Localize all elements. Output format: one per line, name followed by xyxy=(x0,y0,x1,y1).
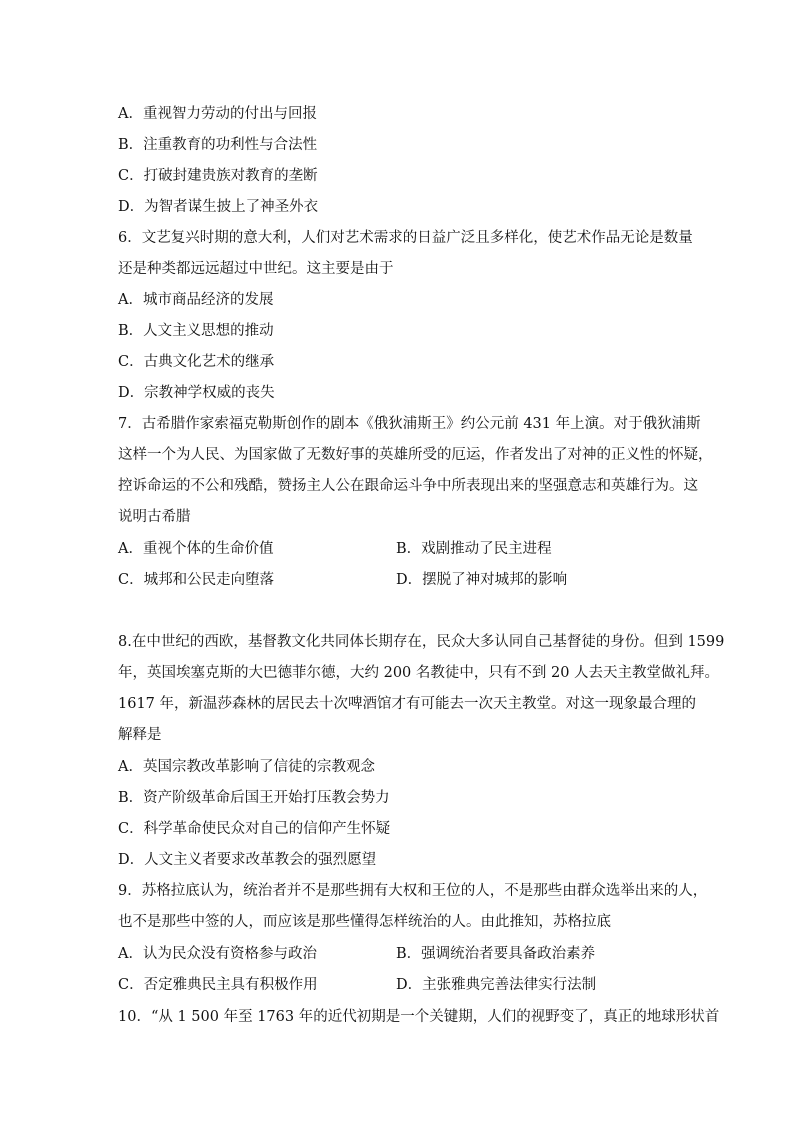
q7-option-b: B．戏剧推动了民主进程 xyxy=(396,541,552,557)
q7-option-c: C．城邦和公民走向堕落 xyxy=(118,572,275,588)
q8-option-d: D．人文主义者要求改革教会的强烈愿望 xyxy=(118,852,377,868)
q5-option-b: B．注重教育的功利性与合法性 xyxy=(118,137,318,153)
q9-option-c: C．否定雅典民主具有积极作用 xyxy=(118,977,318,993)
q5-option-c: C．打破封建贵族对教育的垄断 xyxy=(118,168,318,184)
q6-option-c: C．古典文化艺术的继承 xyxy=(118,354,275,370)
q7-stem-line-3: 控诉命运的不公和残酷，赞扬主人公在跟命运斗争中所表现出来的坚强意志和英雄行为。这 xyxy=(118,478,698,494)
q9-stem-line-2: 也不是那些中签的人，而应该是那些懂得怎样统治的人。由此推知，苏格拉底 xyxy=(118,914,611,930)
q6-option-d: D．宗教神学权威的丧失 xyxy=(118,385,275,401)
q7-option-d: D．摆脱了神对城邦的影响 xyxy=(396,572,568,588)
q6-stem-line-1: 6．文艺复兴时期的意大利，人们对艺术需求的日益广泛且多样化，使艺术作品无论是数量 xyxy=(118,230,693,246)
q9-option-d: D．主张雅典完善法律实行法制 xyxy=(396,977,597,993)
q7-option-a: A．重视个体的生命价值 xyxy=(118,541,274,557)
q7-stem-line-4: 说明古希腊 xyxy=(118,509,191,525)
q8-stem-line-3: 1617 年，新温莎森林的居民去十次啤酒馆才有可能去一次天主教堂。对这一现象最合理的 xyxy=(118,696,697,712)
q9-stem-line-1: 9．苏格拉底认为，统治者并不是那些拥有大权和王位的人，不是那些由群众选举出来的人， xyxy=(118,883,708,899)
q7-stem-line-2: 这样一个为人民、为国家做了无数好事的英雄所受的厄运，作者发出了对神的正义性的怀疑， xyxy=(118,447,713,463)
q8-stem-line-1: 8.在中世纪的西欧，基督教文化共同体长期存在，民众大多认同自己基督徒的身份。但到 1599 xyxy=(118,634,725,650)
q6-option-b: B．人文主义思想的推动 xyxy=(118,323,274,339)
q7-stem-line-1: 7．古希腊作家索福克勒斯创作的剧本《俄狄浦斯王》约公元前 431 年上演。对于俄狄浦斯 xyxy=(118,416,701,432)
q10-stem-line-1: 10．“从 1 500 年至 1763 年的近代初期是一个关键期，人们的视野变了，真正的地球形状首 xyxy=(118,1009,720,1025)
q6-option-a: A．城市商品经济的发展 xyxy=(118,292,274,308)
q9-option-a: A．认为民众没有资格参与政治 xyxy=(118,946,317,962)
q8-stem-line-2: 年，英国埃塞克斯的大巴德菲尔德，大约 200 名教徒中，只有不到 20 人去天主教堂做礼拜。 xyxy=(118,665,720,681)
q5-option-d: D．为智者谋生披上了神圣外衣 xyxy=(118,199,319,215)
q9-option-b: B．强调统治者要具备政治素养 xyxy=(396,946,596,962)
q8-option-c: C．科学革命使民众对自己的信仰产生怀疑 xyxy=(118,821,391,837)
q6-stem-line-2: 还是种类都远远超过中世纪。这主要是由于 xyxy=(118,261,394,277)
q5-option-a: A．重视智力劳动的付出与回报 xyxy=(118,106,317,122)
q8-stem-line-4: 解释是 xyxy=(118,727,162,743)
q8-option-a: A．英国宗教改革影响了信徒的宗教观念 xyxy=(118,759,375,775)
q8-option-b: B．资产阶级革命后国王开始打压教会势力 xyxy=(118,790,390,806)
